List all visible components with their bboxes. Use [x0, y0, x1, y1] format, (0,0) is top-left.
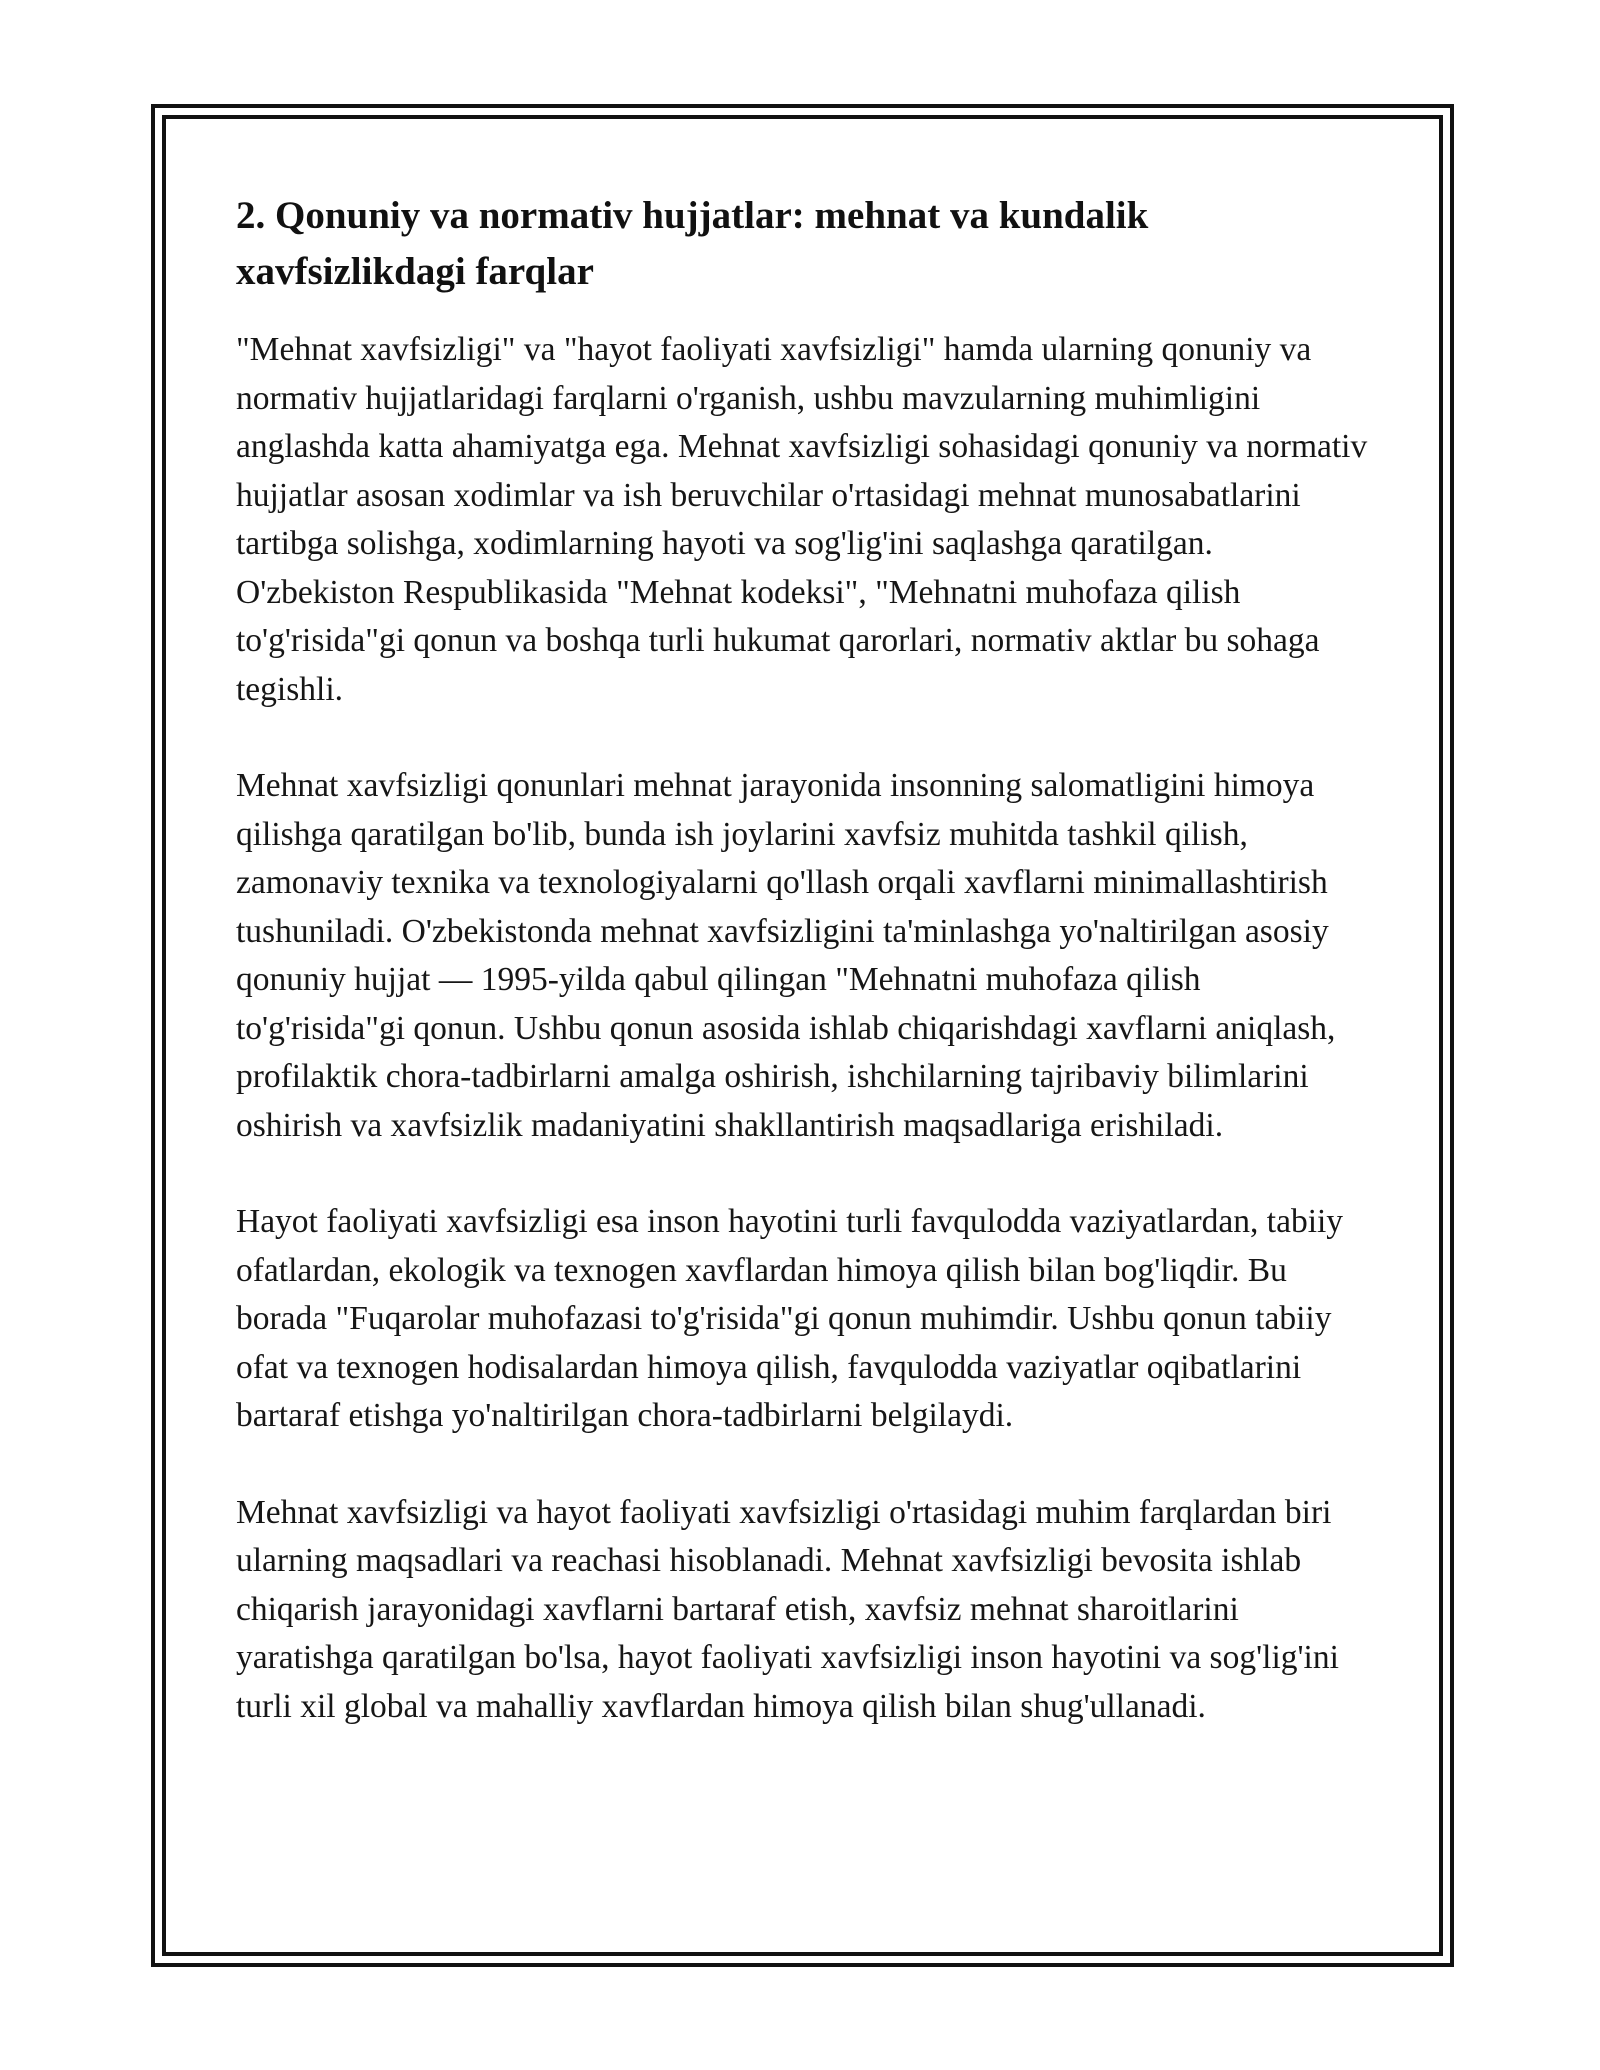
paragraph-1: "Mehnat xavfsizligi" va "hayot faoliyati xavfsizligi" hamda ularning qonuniy va normativ hujjatlaridagi farqlarni o'rganish, ushbu mavzularning muhimligini anglashda katta ahamiyatga ega. Mehnat xavfsizligi sohasidagi qonuniy va normativ hujjatlar asosan xodimlar va ish beruvchilar o'rtasidagi mehnat munosabatlarini tartibga solishga, xodimlarning hayoti va sog'lig'ini saqlashga qaratilgan. O'zbekiston Respublikasida "Mehnat kodeksi", "Mehnatni muhofaza qilish to'g'risida"gi qonun va boshqa turli hukumat qarorlari, normativ aktlar bu sohaga tegishli. — [236, 331, 1368, 708]
document-body — [236, 188, 1376, 1779]
paragraph-2: Mehnat xavfsizligi qonunlari mehnat jarayonida insonning salomatligini himoya qilishga qaratilgan bo'lib, bunda ish joylarini xavfsiz muhitda tashkil qilish, zamonaviy texnika va texnologiyalarni qo'llash orqali xavflarni minimallashtirish tushuniladi. O'zbekistonda mehnat xavfsizligini ta'minlashga yo'naltirilgan asosiy qonuniy hujjat — 1995-yilda qabul qilingan "Mehnatni muhofaza qilish to'g'risida"gi qonun. Ushbu qonun asosida ishlab chiqarishdagi xavflarni aniqlash, profilaktik chora-tadbirlarni amalga oshirish, ishchilarning tajribaviy bilimlarini oshirish va xavfsizlik madaniyatini shakllantirish maqsadlariga erishiladi. — [236, 767, 1336, 1144]
paragraph-3: Hayot faoliyati xavfsizligi esa inson hayotini turli favqulodda vaziyatlardan, tabiiy ofatlardan, ekologik va texnogen xavflardan himoya qilish bilan bog'liqdir. Bu borada "Fuqarolar muhofazasi to'g'risida"gi qonun muhimdir. Ushbu qonun tabiiy ofat va texnogen hodisalardan himoya qilish, favqulodda vaziyatlar oqibatlarini bartaraf etishga yo'naltirilgan chora-tadbirlarni belgilaydi. — [236, 1203, 1344, 1434]
section-heading: 2. Qonuniy va normativ hujjatlar: mehnat va kundalik xavfsizlikdagi farqlar — [236, 194, 1149, 293]
paragraph-4: Mehnat xavfsizligi va hayot faoliyati xavfsizligi o'rtasidagi muhim farqlardan biri ularning maqsadlari va reachasi hisoblanadi. Mehnat xavfsizligi bevosita ishlab chiqarish jarayonidagi xavflarni bartaraf etish, xavfsiz mehnat sharoitlarini yaratishga qaratilgan bo'lsa, hayot faoliyati xavfsizligi inson hayotini va sog'lig'ini turli xil global va mahalliy xavflardan himoya qilish bilan shug'ullanadi. — [236, 1493, 1339, 1725]
